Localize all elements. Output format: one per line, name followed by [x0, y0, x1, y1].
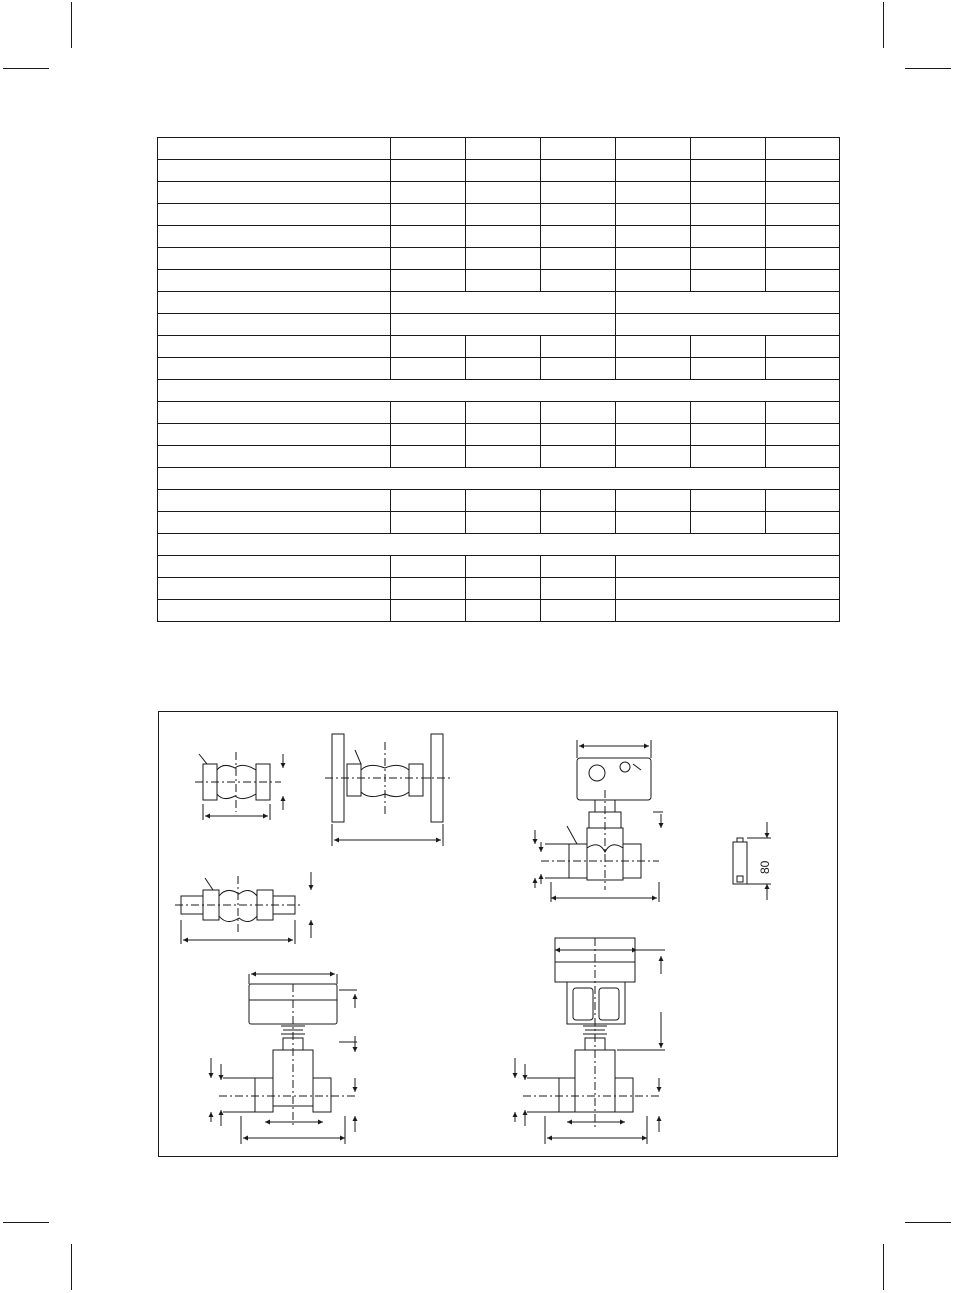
table-cell: [466, 182, 541, 204]
table-cell: [466, 424, 541, 446]
valve-with-tall-actuator-drawing: [515, 938, 665, 1144]
table-row: [158, 204, 840, 226]
dimension-80-label: 80: [758, 860, 772, 874]
table-cell: [616, 578, 840, 600]
table-cell: [391, 182, 466, 204]
table-cell: [616, 204, 691, 226]
table-cell: [616, 248, 691, 270]
table-cell: [466, 226, 541, 248]
table-cell: [616, 314, 840, 336]
crop-mark: [905, 1222, 951, 1223]
sensor-component-drawing: [733, 822, 772, 900]
table-cell: [158, 248, 391, 270]
spec-table-body: [158, 138, 840, 622]
valve-with-actuator-drawing: [535, 740, 663, 902]
table-cell: [391, 138, 466, 160]
table-cell: [616, 160, 691, 182]
table-cell: [766, 204, 840, 226]
table-cell: [691, 424, 766, 446]
table-row: [158, 182, 840, 204]
table-row: [158, 270, 840, 292]
table-cell: [691, 182, 766, 204]
table-cell: [616, 358, 691, 380]
table-cell: [466, 490, 541, 512]
table-cell: [158, 182, 391, 204]
crop-mark: [3, 68, 49, 69]
table-cell: [691, 490, 766, 512]
table-cell: [391, 248, 466, 270]
table-row: [158, 556, 840, 578]
table-cell: [158, 556, 391, 578]
table-cell: [391, 292, 616, 314]
table-cell: [691, 358, 766, 380]
table-cell: [616, 600, 840, 622]
table-row: [158, 446, 840, 468]
table-cell: [466, 138, 541, 160]
table-cell: [691, 138, 766, 160]
table-row: [158, 358, 840, 380]
table-cell: [541, 402, 616, 424]
table-cell: [766, 270, 840, 292]
table-row: [158, 534, 840, 556]
table-row: [158, 490, 840, 512]
table-cell: [766, 358, 840, 380]
table-cell: [391, 490, 466, 512]
pipe-tail-valve-drawing: [175, 872, 311, 944]
table-cell: [541, 446, 616, 468]
table-cell: [616, 182, 691, 204]
threaded-valve-drawing: [195, 752, 283, 820]
table-row: [158, 138, 840, 160]
table-cell: [766, 490, 840, 512]
table-cell: [158, 446, 391, 468]
table-cell: [391, 314, 616, 336]
table-cell: [616, 138, 691, 160]
table-cell: [158, 600, 391, 622]
table-cell: [691, 402, 766, 424]
table-cell: [616, 292, 840, 314]
table-cell: [691, 204, 766, 226]
table-cell: [158, 578, 391, 600]
table-cell: [158, 270, 391, 292]
table-cell: [466, 578, 541, 600]
table-cell: [766, 160, 840, 182]
crop-mark: [883, 1244, 884, 1290]
table-cell: [541, 204, 616, 226]
table-cell: [158, 138, 391, 160]
table-row: [158, 314, 840, 336]
table-row: [158, 512, 840, 534]
table-cell: [391, 512, 466, 534]
table-cell: [691, 160, 766, 182]
dimension-drawing-frame: [158, 711, 838, 1157]
table-cell: [466, 402, 541, 424]
table-row: [158, 248, 840, 270]
table-cell: [391, 556, 466, 578]
table-cell: [391, 160, 466, 182]
table-cell: [616, 270, 691, 292]
table-cell: [391, 424, 466, 446]
table-cell: [158, 358, 391, 380]
table-cell: [158, 336, 391, 358]
crop-mark: [883, 2, 884, 48]
table-cell: [466, 160, 541, 182]
table-row: [158, 402, 840, 424]
table-cell: [466, 270, 541, 292]
table-cell: [616, 336, 691, 358]
table-cell: [766, 336, 840, 358]
table-cell: [691, 270, 766, 292]
table-cell: [691, 226, 766, 248]
table-cell: [616, 556, 840, 578]
table-cell: [466, 556, 541, 578]
table-cell: [158, 512, 391, 534]
valve-dimension-drawings: [159, 712, 839, 1158]
table-row: [158, 336, 840, 358]
table-cell: [541, 248, 616, 270]
table-cell: [541, 578, 616, 600]
table-cell: [158, 490, 391, 512]
table-cell: [541, 270, 616, 292]
table-cell: [616, 424, 691, 446]
table-cell: [466, 600, 541, 622]
table-row: [158, 468, 840, 490]
table-cell: [158, 314, 391, 336]
table-cell: [158, 424, 391, 446]
crop-mark: [71, 2, 72, 48]
table-cell: [541, 336, 616, 358]
table-cell: [541, 512, 616, 534]
table-cell: [541, 182, 616, 204]
table-cell: [766, 402, 840, 424]
table-cell: [466, 358, 541, 380]
table-cell: [466, 204, 541, 226]
flanged-valve-drawing: [325, 734, 451, 846]
table-cell: [541, 424, 616, 446]
table-row: [158, 424, 840, 446]
table-cell: [766, 248, 840, 270]
table-cell: [391, 600, 466, 622]
table-cell: [541, 138, 616, 160]
table-cell: [691, 248, 766, 270]
table-cell: [691, 336, 766, 358]
table-cell: [616, 402, 691, 424]
table-row: [158, 292, 840, 314]
crop-mark: [71, 1244, 72, 1290]
table-cell: [391, 270, 466, 292]
table-cell: [541, 600, 616, 622]
table-cell: [391, 204, 466, 226]
table-cell: [541, 226, 616, 248]
table-cell: [766, 512, 840, 534]
table-cell: [158, 380, 840, 402]
table-cell: [766, 446, 840, 468]
table-cell: [158, 534, 840, 556]
table-cell: [466, 446, 541, 468]
table-cell: [541, 490, 616, 512]
table-cell: [466, 512, 541, 534]
table-cell: [391, 402, 466, 424]
table-cell: [391, 226, 466, 248]
table-row: [158, 160, 840, 182]
table-row: [158, 226, 840, 248]
table-row: [158, 380, 840, 402]
table-cell: [691, 512, 766, 534]
crop-mark: [3, 1222, 49, 1223]
table-cell: [158, 402, 391, 424]
table-cell: [466, 248, 541, 270]
valve-with-large-actuator-drawing: [211, 974, 357, 1144]
table-cell: [391, 336, 466, 358]
table-cell: [158, 468, 840, 490]
table-cell: [616, 512, 691, 534]
table-cell: [158, 292, 391, 314]
crop-mark: [905, 68, 951, 69]
table-cell: [691, 446, 766, 468]
table-cell: [391, 578, 466, 600]
table-cell: [158, 226, 391, 248]
table-cell: [158, 160, 391, 182]
table-cell: [466, 336, 541, 358]
table-row: [158, 578, 840, 600]
table-cell: [766, 424, 840, 446]
table-cell: [766, 138, 840, 160]
spec-table: [157, 137, 840, 622]
table-cell: [616, 490, 691, 512]
table-cell: [541, 358, 616, 380]
table-cell: [766, 182, 840, 204]
table-cell: [391, 358, 466, 380]
table-cell: [616, 226, 691, 248]
table-cell: [541, 556, 616, 578]
table-cell: [766, 226, 840, 248]
table-row: [158, 600, 840, 622]
table-cell: [158, 204, 391, 226]
table-cell: [541, 160, 616, 182]
table-cell: [391, 446, 466, 468]
table-cell: [616, 446, 691, 468]
